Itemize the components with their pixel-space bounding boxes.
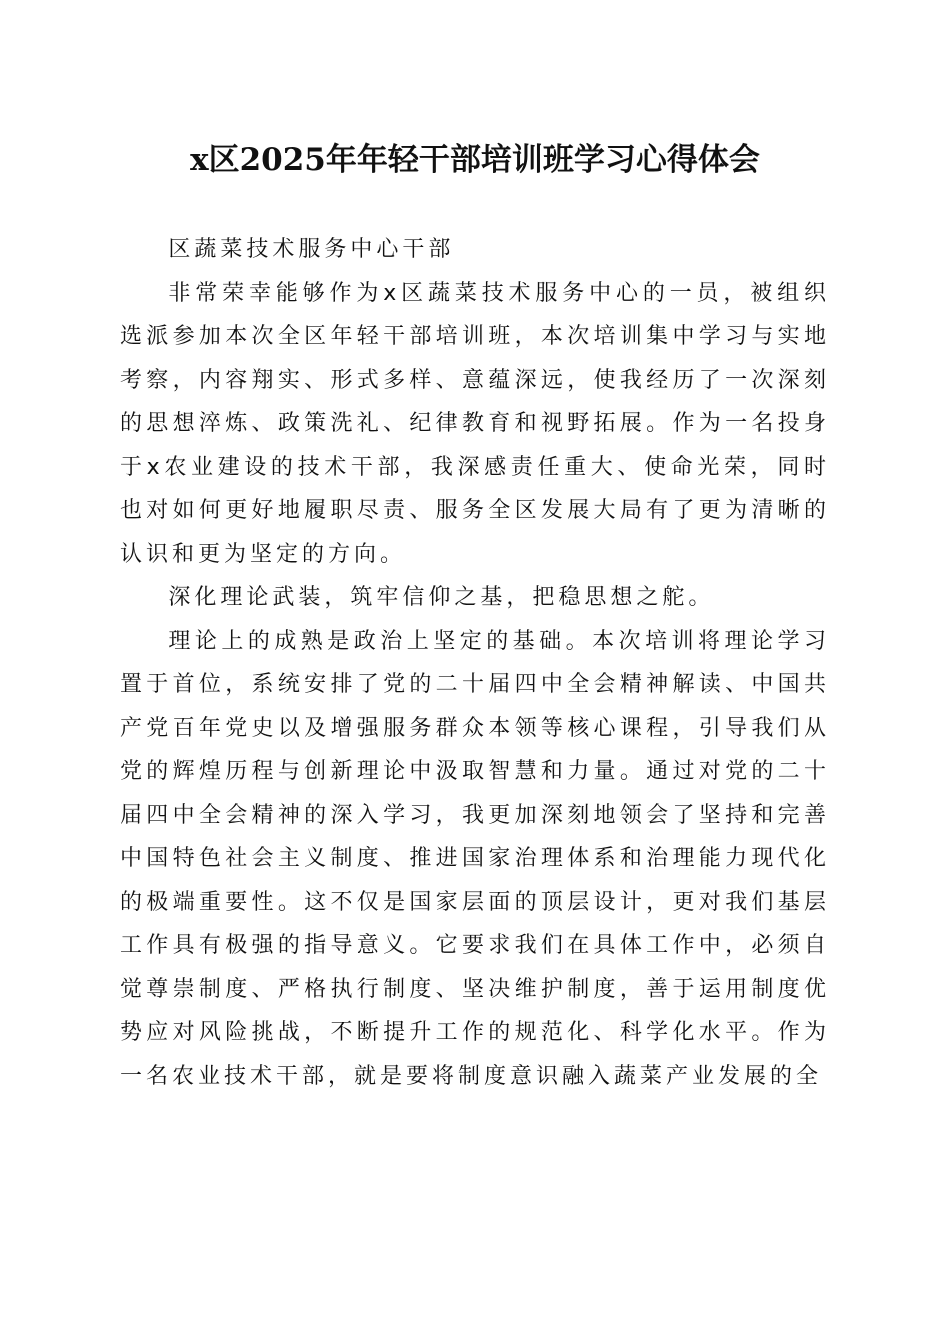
section-heading: 深化理论武装，筑牢信仰之基，把稳思想之舵。	[168, 585, 715, 610]
author-line: 区蔬菜技术服务中心干部	[168, 237, 455, 262]
document-title: x区2025年年轻干部培训班学习心得体会	[190, 142, 760, 178]
paragraph-intro: 非常荣幸能够作为x区蔬菜技术服务中心的一员，被组织选派参加本次全区年轻干部培训班，本次培训集中学习与实地考察，内容翔实、形式多样、意蕴深远，使我经历了一次深刻的思想淬炼、政策洗礼、纪律教育和视野拓展。作为一名投身于x农业建设的技术干部，我深感责任重大、使命光荣，同时也对如何更好地履职尽责、服务全区发展大局有了更为清晰的认识和更为坚定的方向。	[120, 280, 830, 567]
document-body	[120, 228, 830, 1098]
paragraph-theory: 理论上的成熟是政治上坚定的基础。本次培训将理论学习置于首位，系统安排了党的二十届四中全会精神解读、中国共产党百年党史以及增强服务群众本领等核心课程，引导我们从党的辉煌历程与创新理论中汲取智慧和力量。通过对党的二十届四中全会精神的深入学习，我更加深刻地领会了坚持和完善中国特色社会主义制度、推进国家治理体系和治理能力现代化的极端重要性。这不仅是国家层面的顶层设计，更对我们基层工作具有极强的指导意义。它要求我们在具体工作中，必须自觉尊崇制度、严格执行制度、坚决维护制度，善于运用制度优势应对风险挑战，不断提升工作的规范化、科学化水平。作为一名农业技术干部，就是要将制度意识融入蔬菜产业发展的全	[120, 628, 830, 1089]
